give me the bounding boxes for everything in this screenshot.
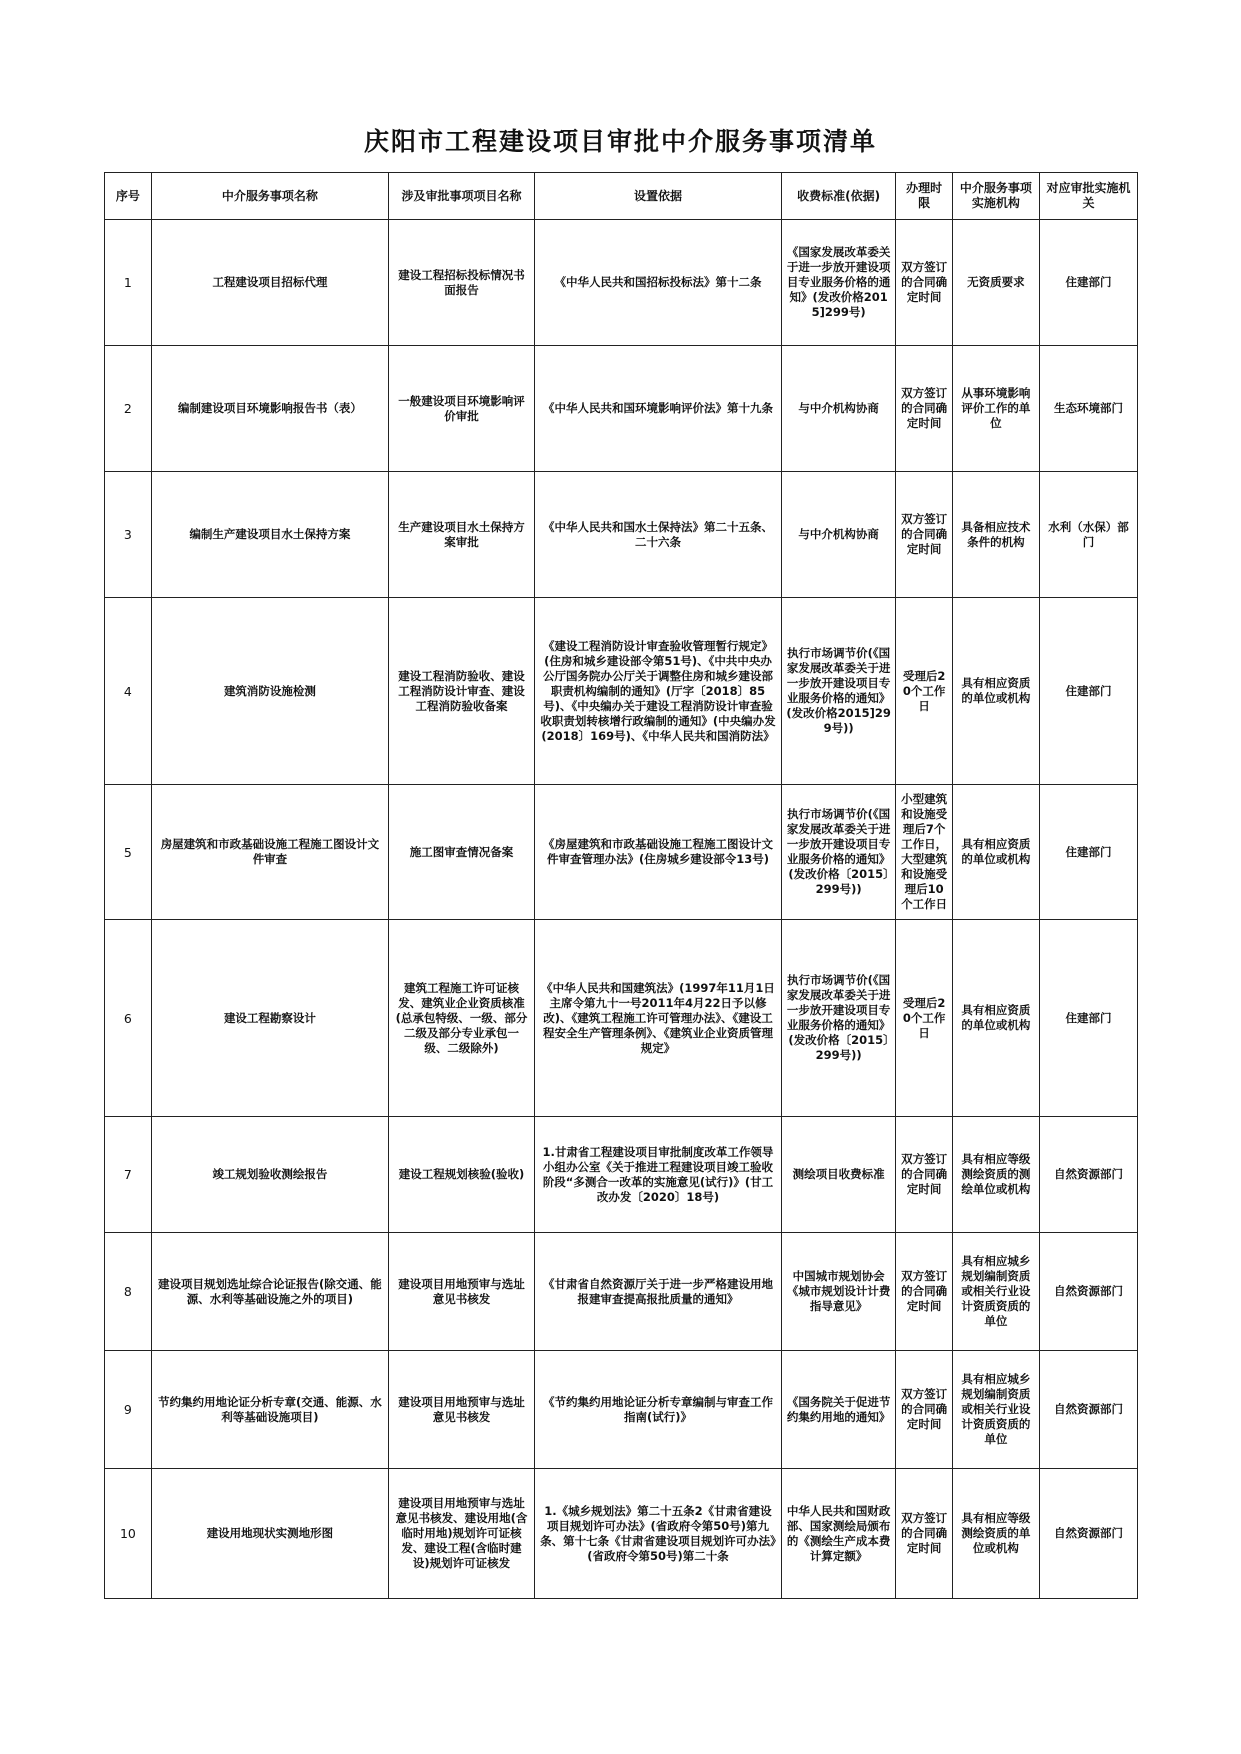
table-row (105, 472, 1138, 598)
cell-seq: 6 (105, 920, 152, 1117)
cell-name: 编制生产建设项目水土保持方案 (151, 472, 388, 598)
cell-approval: 建筑工程施工许可证核发、建筑业企业资质核准(总承包特级、一级、部分二级及部分专业承包一级、二级除外) (389, 920, 535, 1117)
cell-agency: 具有相应城乡规划编制资质或相关行业设计资质资质的单位 (952, 1351, 1039, 1469)
header-row (105, 173, 1138, 220)
cell-authority: 住建部门 (1039, 220, 1137, 346)
header-agency: 中介服务事项实施机构 (952, 173, 1039, 220)
cell-authority: 自然资源部门 (1039, 1117, 1137, 1233)
cell-basis: 《建设工程消防设计审查验收管理暂行规定》(住房和城乡建设部令第51号)、《中共中央办公厅国务院办公厅关于调整住房和城乡建设部职责机构编制的通知》(厅字〔2018〕85号)、《中央编办关于建设工程消防设计审查验收职责划转核增行政编制的通知》(中央编办发(2018〕169号)、《中华人民共和国消防法》 (534, 598, 781, 785)
cell-approval: 一般建设项目环境影响评价审批 (389, 346, 535, 472)
cell-fee: 中国城市规划协会《城市规划设计计费指导意见》 (782, 1233, 896, 1351)
header-name: 中介服务事项名称 (151, 173, 388, 220)
cell-fee: 《国家发展改革委关于进一步放开建设项目专业服务价格的通知》(发改价格2015]299号) (782, 220, 896, 346)
cell-seq: 4 (105, 598, 152, 785)
cell-approval: 建设工程规划核验(验收) (389, 1117, 535, 1233)
header-approval: 涉及审批事项项目名称 (389, 173, 535, 220)
cell-basis: 《中华人民共和国招标投标法》第十二条 (534, 220, 781, 346)
cell-seq: 7 (105, 1117, 152, 1233)
table-row (105, 1233, 1138, 1351)
cell-agency: 具有相应等级测绘资质的单位或机构 (952, 1469, 1039, 1599)
cell-name: 建筑消防设施检测 (151, 598, 388, 785)
cell-basis: 《房屋建筑和市政基础设施工程施工图设计文件审查管理办法》(住房城乡建设部令13号) (534, 785, 781, 920)
cell-basis: 《节约集约用地论证分析专章编制与审查工作指南(试行)》 (534, 1351, 781, 1469)
cell-fee: 执行市场调节价(《国家发展改革委关于进一步放开建设项目专业服务价格的通知》(发改价格2015]299号)) (782, 598, 896, 785)
cell-fee: 《国务院关于促进节约集约用地的通知》 (782, 1351, 896, 1469)
header-basis: 设置依据 (534, 173, 781, 220)
page-title: 庆阳市工程建设项目审批中介服务事项清单 (363, 127, 877, 156)
cell-approval: 生产建设项目水土保持方案审批 (389, 472, 535, 598)
cell-fee: 执行市场调节价(《国家发展改革委关于进一步放开建设项目专业服务价格的通知》(发改价格〔2015〕299号)) (782, 920, 896, 1117)
cell-name: 工程建设项目招标代理 (151, 220, 388, 346)
cell-agency: 具有相应城乡规划编制资质或相关行业设计资质资质的单位 (952, 1233, 1039, 1351)
table-row (105, 346, 1138, 472)
cell-authority: 自然资源部门 (1039, 1469, 1137, 1599)
cell-time: 双方签订的合同确定时间 (896, 1351, 953, 1469)
cell-time: 双方签订的合同确定时间 (896, 220, 953, 346)
cell-seq: 9 (105, 1351, 152, 1469)
cell-approval: 建设项目用地预审与选址意见书核发 (389, 1351, 535, 1469)
cell-name: 竣工规划验收测绘报告 (151, 1117, 388, 1233)
cell-authority: 住建部门 (1039, 598, 1137, 785)
cell-authority: 住建部门 (1039, 785, 1137, 920)
cell-basis: 《中华人民共和国建筑法》(1997年11月1日主席令第九十一号2011年4月22日予以修改)、《建筑工程施工许可管理办法》、《建设工程安全生产管理条例》、《建筑业企业资质管理规定》 (534, 920, 781, 1117)
cell-agency: 具有相应资质的单位或机构 (952, 598, 1039, 785)
service-list-table (104, 172, 1138, 1599)
cell-time: 双方签订的合同确定时间 (896, 346, 953, 472)
cell-approval: 建设工程消防验收、建设工程消防设计审查、建设工程消防验收备案 (389, 598, 535, 785)
cell-agency: 具有相应资质的单位或机构 (952, 920, 1039, 1117)
cell-name: 建设项目规划选址综合论证报告(除交通、能源、水利等基础设施之外的项目) (151, 1233, 388, 1351)
cell-fee: 中华人民共和国财政部、国家测绘局颁布的《测绘生产成本费计算定额》 (782, 1469, 896, 1599)
cell-seq: 5 (105, 785, 152, 920)
cell-seq: 1 (105, 220, 152, 346)
header-seq: 序号 (105, 173, 152, 220)
cell-basis: 《甘肃省自然资源厅关于进一步严格建设用地报建审查提高报批质量的通知》 (534, 1233, 781, 1351)
cell-authority: 住建部门 (1039, 920, 1137, 1117)
table-row (105, 1351, 1138, 1469)
cell-agency: 具有相应等级测绘资质的测绘单位或机构 (952, 1117, 1039, 1233)
cell-time: 双方签订的合同确定时间 (896, 1117, 953, 1233)
cell-agency: 具备相应技术条件的机构 (952, 472, 1039, 598)
cell-approval: 建设项目用地预审与选址意见书核发、建设用地(含临时用地)规划许可证核发、建设工程(含临时建设)规划许可证核发 (389, 1469, 535, 1599)
cell-name: 建设工程勘察设计 (151, 920, 388, 1117)
cell-seq: 2 (105, 346, 152, 472)
cell-seq: 3 (105, 472, 152, 598)
cell-agency: 从事环境影响评价工作的单位 (952, 346, 1039, 472)
cell-approval: 建设项目用地预审与选址意见书核发 (389, 1233, 535, 1351)
cell-time: 双方签订的合同确定时间 (896, 1469, 953, 1599)
table-row (105, 220, 1138, 346)
header-time: 办理时限 (896, 173, 953, 220)
cell-fee: 与中介机构协商 (782, 346, 896, 472)
cell-authority: 自然资源部门 (1039, 1351, 1137, 1469)
cell-fee: 与中介机构协商 (782, 472, 896, 598)
cell-authority: 生态环境部门 (1039, 346, 1137, 472)
cell-authority: 自然资源部门 (1039, 1233, 1137, 1351)
cell-seq: 10 (105, 1469, 152, 1599)
cell-basis: 《中华人民共和国环境影响评价法》第十九条 (534, 346, 781, 472)
header-fee: 收费标准(依据) (782, 173, 896, 220)
cell-name: 建设用地现状实测地形图 (151, 1469, 388, 1599)
table-row (105, 1117, 1138, 1233)
cell-seq: 8 (105, 1233, 152, 1351)
header-authority: 对应审批实施机关 (1039, 173, 1137, 220)
cell-name: 节约集约用地论证分析专章(交通、能源、水利等基础设施项目) (151, 1351, 388, 1469)
cell-basis: 1.甘肃省工程建设项目审批制度改革工作领导小组办公室《关于推进工程建设项目竣工验收阶段“多测合一改革的实施意见(试行)》(甘工改办发〔2020〕18号) (534, 1117, 781, 1233)
cell-agency: 无资质要求 (952, 220, 1039, 346)
table-row (105, 920, 1138, 1117)
cell-name: 房屋建筑和市政基础设施工程施工图设计文件审查 (151, 785, 388, 920)
cell-time: 受理后20个工作日 (896, 598, 953, 785)
cell-approval: 建设工程招标投标情况书面报告 (389, 220, 535, 346)
cell-time: 双方签订的合同确定时间 (896, 1233, 953, 1351)
cell-approval: 施工图审查情况备案 (389, 785, 535, 920)
cell-basis: 1.《城乡规划法》第二十五条2《甘肃省建设项目规划许可办法》(省政府令第50号)第九条、第十七条《甘肃省建设项目规划许可办法》(省政府令第50号)第二十条 (534, 1469, 781, 1599)
cell-agency: 具有相应资质的单位或机构 (952, 785, 1039, 920)
cell-time: 受理后20个工作日 (896, 920, 953, 1117)
cell-time: 小型建筑和设施受理后7个工作日，大型建筑和设施受理后10个工作日 (896, 785, 953, 920)
table-row (105, 785, 1138, 920)
table-row (105, 1469, 1138, 1599)
cell-fee: 测绘项目收费标准 (782, 1117, 896, 1233)
cell-basis: 《中华人民共和国水土保持法》第二十五条、二十六条 (534, 472, 781, 598)
table-row (105, 598, 1138, 785)
cell-authority: 水利（水保）部门 (1039, 472, 1137, 598)
cell-name: 编制建设项目环境影响报告书（表） (151, 346, 388, 472)
cell-fee: 执行市场调节价(《国家发展改革委关于进一步放开建设项目专业服务价格的通知》(发改价格〔2015〕299号)) (782, 785, 896, 920)
cell-time: 双方签订的合同确定时间 (896, 472, 953, 598)
